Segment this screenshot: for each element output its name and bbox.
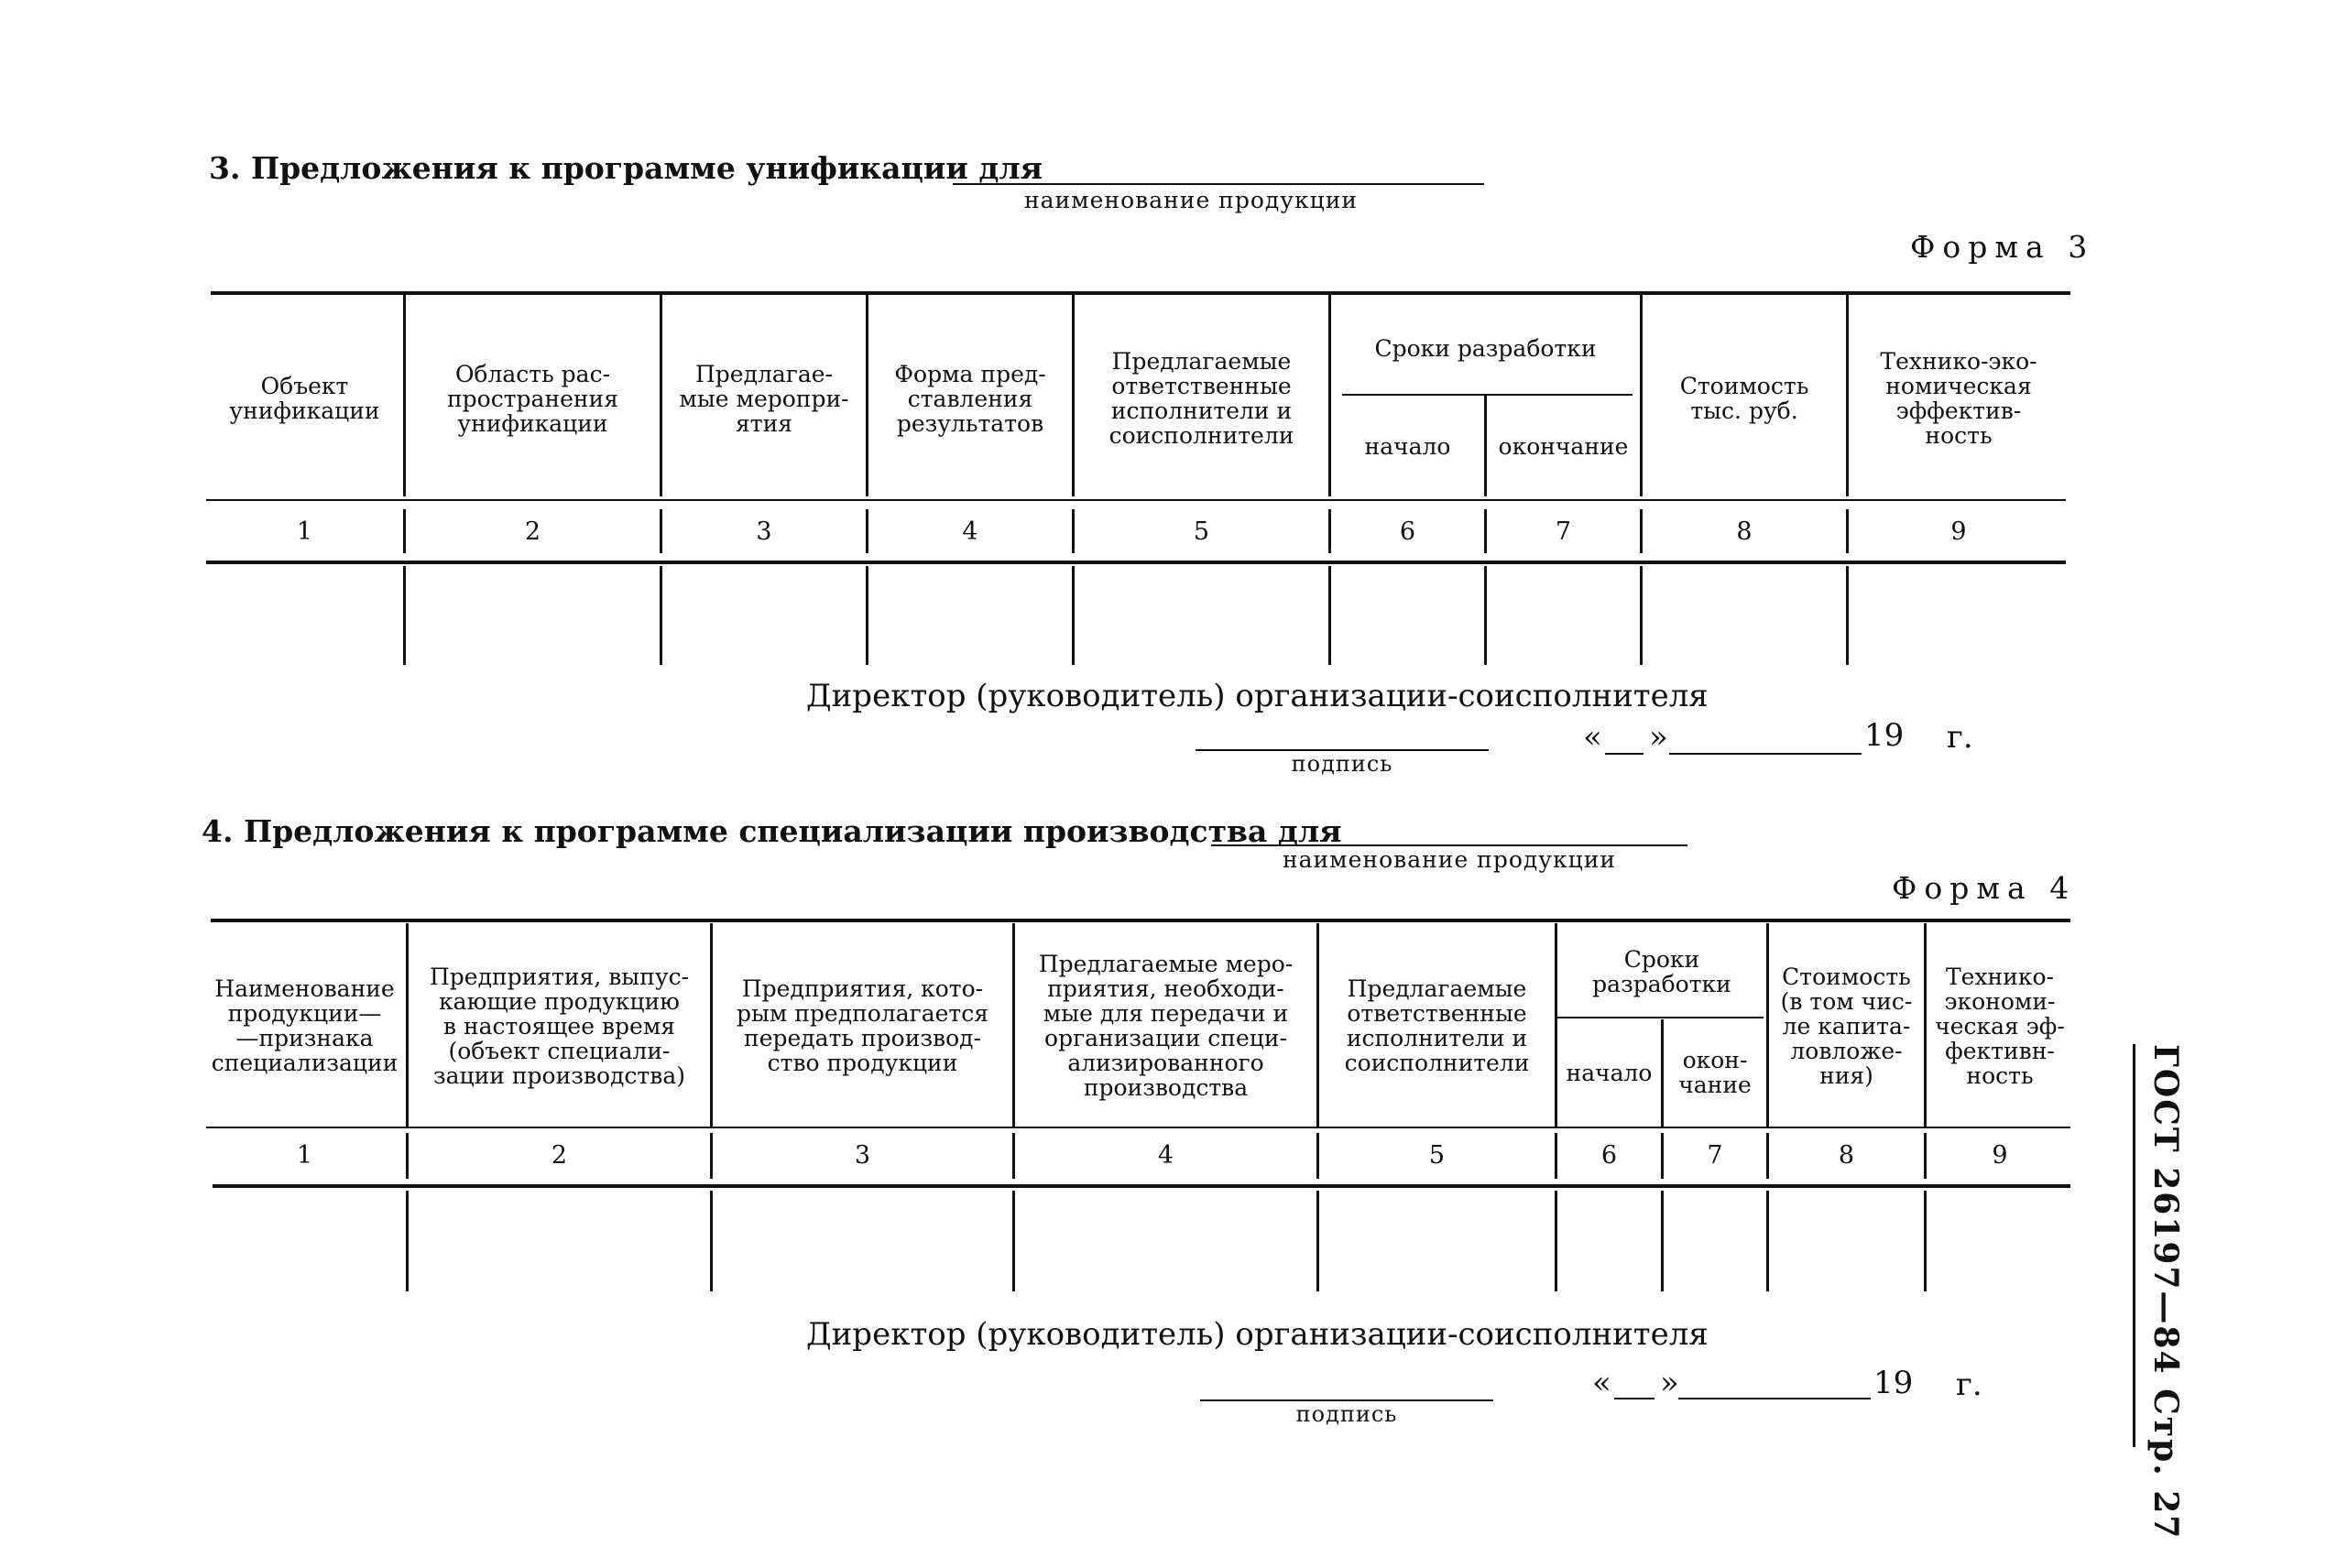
table-4-header-bottom [206,1127,2070,1128]
table-4-numbers-bottom [213,1184,2070,1188]
table-3-group-divider [1342,394,1633,396]
table-4-group-divider [1557,1017,1764,1018]
table-3-body-rule [1328,566,1331,665]
date-day-field-3[interactable] [1605,753,1643,755]
table-3-colnum: 5 [1193,517,1210,546]
table-3-colnum: 6 [1399,517,1416,546]
table-4-body-rule [710,1191,713,1291]
year-prefix-3: 19 [1864,717,1905,754]
table-3-header-start: начало [1364,433,1451,460]
table-4-body-rule [1316,1191,1319,1291]
table-3-header-cost: Стоимость тыс. руб. [1679,373,1809,424]
table-3-numbers-bottom [206,561,2066,564]
table-4-header-start: начало [1566,1059,1653,1086]
table-4-header-cost: Стоимость (в том чис- ле капита- ловложе- ния) [1780,963,1913,1089]
table-4-top-border [211,919,2070,922]
table-4-header-executors: Предлагаемые ответственные исполнители и соисполнители [1344,975,1530,1076]
date-month-field-3[interactable] [1669,753,1862,755]
table-4-colnum: 7 [1707,1140,1723,1170]
year-suffix-4: г. [1956,1367,1982,1403]
director-title-3: Директор (руководитель) организации-соисполнителя [806,678,1709,714]
signature-caption-4: подпись [1295,1401,1398,1427]
table-4-header-current-plants: Предприятия, выпус- кающие продукцию в настоящее время (объект специали- зации производства) [429,963,690,1089]
table-4-header-end: окон- чание [1678,1047,1752,1098]
date-close-quote-4: » [1660,1365,1679,1401]
director-title-4: Директор (руководитель) организации-соисполнителя [806,1316,1709,1353]
table-4-body-rule [1555,1191,1557,1291]
table-4-colnum: 2 [551,1140,568,1170]
table-3-header-efficiency: Технико-эко- номическая эффектив- ность [1880,348,2037,449]
product-name-caption-3: наименование продукции [1023,187,1359,213]
table-4-colnum: 5 [1428,1140,1446,1170]
signature-caption-3: подпись [1291,751,1393,777]
table-4-colnum: 6 [1600,1140,1618,1170]
table-3-colnum: 3 [756,517,772,546]
table-3-body-rule [1846,566,1849,665]
section-3-heading: 3. Предложения к программе унификации для [209,150,1043,186]
table-4-header-product: Наименование продукции— —признака специализации [211,975,399,1076]
table-3-body-rule [866,566,868,665]
table-3-top-border [211,291,2070,295]
table-3-header-scope: Область рас- пространения унификации [446,360,618,437]
side-page-label: ГОСТ 26197—84 Стр. 27 [2146,1044,2185,1541]
year-prefix-4: 19 [1873,1365,1914,1401]
date-day-field-4[interactable] [1614,1398,1654,1399]
side-rule [2133,1044,2135,1447]
table-4-header-measures: Предлагаемые меро- приятия, необходи- мые для передачи и организации специ- ализированного производства [1038,951,1294,1101]
date-month-field-4[interactable] [1678,1398,1871,1399]
table-4-colnum: 1 [296,1140,313,1170]
table-3-colnum: 7 [1555,517,1572,546]
date-open-quote-4: « [1592,1365,1611,1401]
table-3-header-executors: Предлагаемые ответственные исполнители и соисполнители [1108,348,1294,449]
table-4-body-rule [406,1191,409,1291]
section-4-heading: 4. Предложения к программе специализации производства для [202,813,1342,849]
table-3-colnum: 4 [962,517,978,546]
table-4-body-rule [1924,1191,1927,1291]
table-3-body-rule [1484,566,1487,665]
table-4-colnum: 9 [1992,1140,2008,1170]
form-number-4: Форма 4 [1892,870,2077,906]
table-4-header-target-plants: Предприятия, кото- рым предполагается передать производ- ство продукции [736,975,989,1076]
table-3-header-bottom [206,499,2066,501]
table-4-body-rule [1766,1191,1769,1291]
table-4-header-efficiency: Технико- экономи- ческая эф- фективн- ность [1935,963,2065,1089]
table-3-body-rule [660,566,662,665]
table-3-header-terms: Сроки разработки [1374,334,1597,362]
date-open-quote-3: « [1583,719,1602,756]
table-4-body-rule [1012,1191,1015,1291]
table-3-colnum: 9 [1950,517,1967,546]
table-3-header-measures: Предлагае- мые меропри- ятия [679,360,849,437]
table-3-body-rule [403,566,406,665]
date-close-quote-3: » [1649,719,1668,756]
table-4-colnum: 8 [1838,1140,1855,1170]
table-3-colnum: 8 [1736,517,1753,546]
table-3-header-results-form: Форма пред- ставления результатов [894,360,1046,437]
table-3-body-rule [1072,566,1075,665]
table-4-body-rule [1661,1191,1664,1291]
product-name-caption-4: наименование продукции [1282,846,1617,873]
table-4-header-terms: Сроки разработки [1592,946,1731,997]
table-3-colnum: 1 [296,517,313,546]
year-suffix-3: г. [1947,719,1973,756]
form-number-3: Форма 3 [1910,229,2095,265]
table-3-colnum: 2 [524,517,541,546]
table-3-header-object: Объект унификации [229,373,380,424]
table-3-header-end: окончание [1498,433,1629,460]
table-4-colnum: 4 [1157,1140,1174,1170]
product-name-field-3[interactable] [953,183,1484,185]
table-3-body-rule [1640,566,1643,665]
table-4-colnum: 3 [854,1140,871,1170]
